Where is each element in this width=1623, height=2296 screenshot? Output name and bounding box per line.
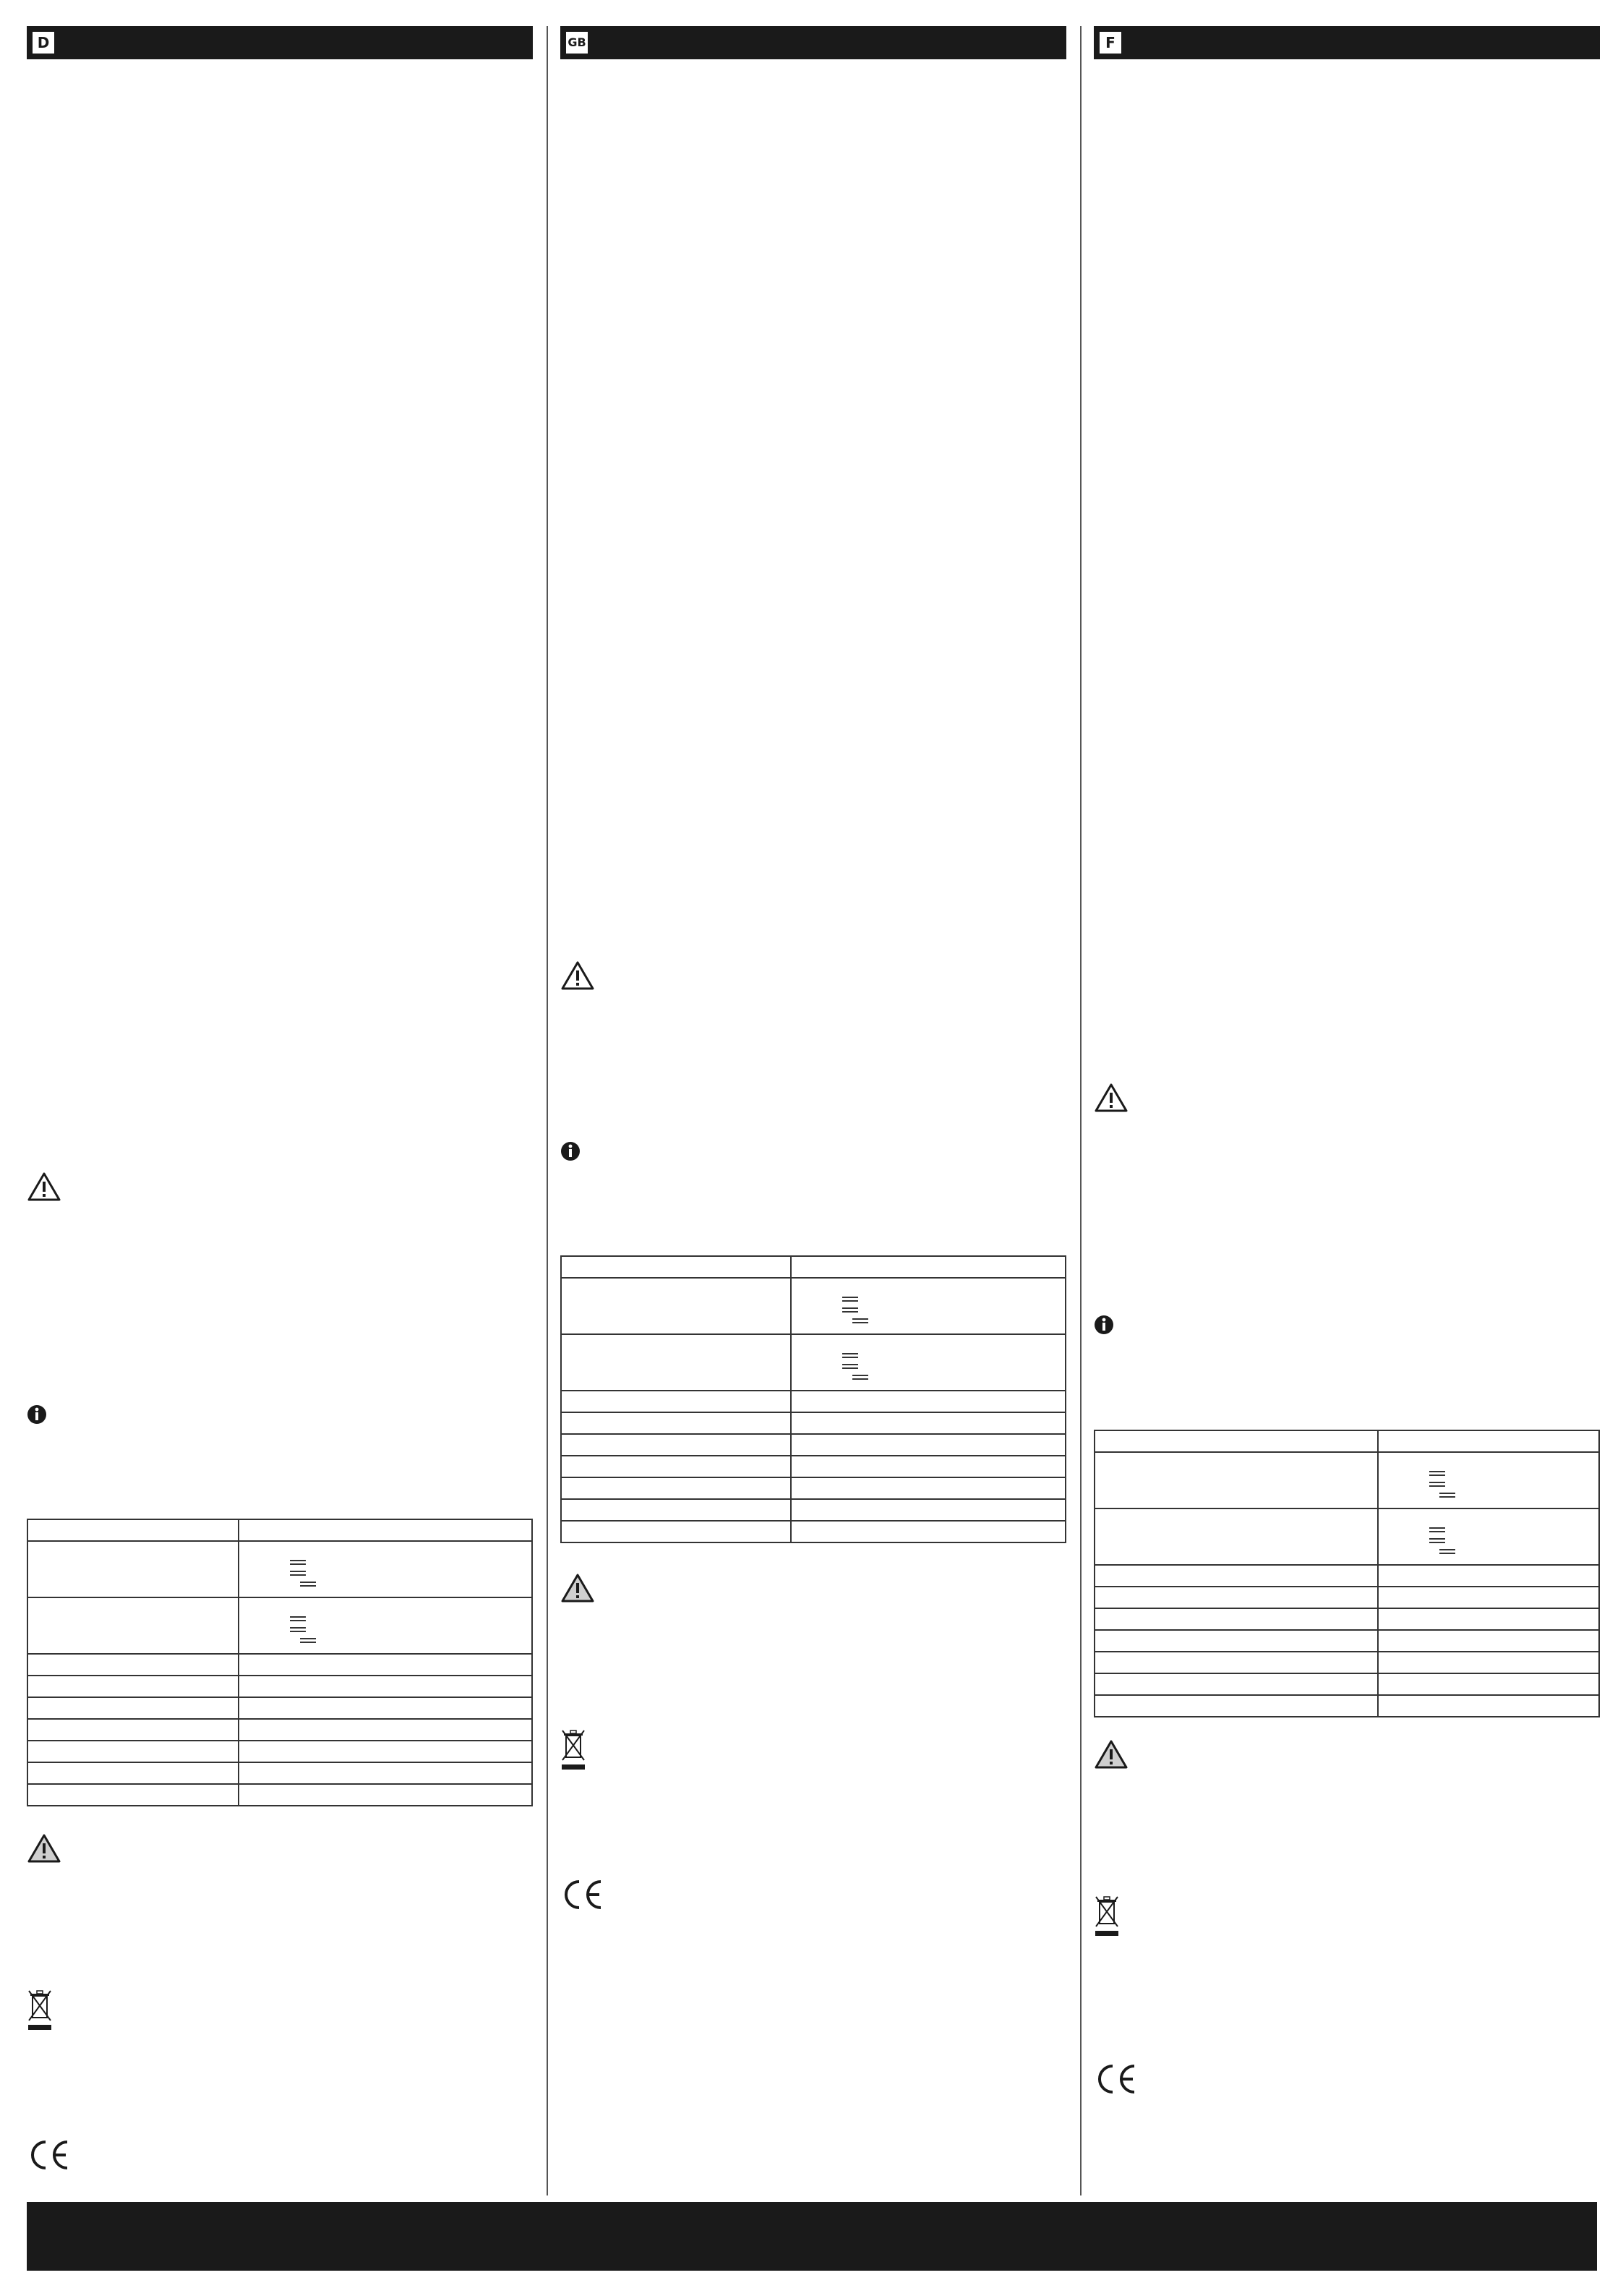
table-row bbox=[561, 1477, 1066, 1499]
column-header-bar bbox=[560, 26, 1066, 59]
warning-triangle-icon bbox=[27, 1833, 61, 1864]
table-row bbox=[1095, 1430, 1599, 1452]
dc-current-symbol-icon bbox=[842, 1364, 860, 1369]
table-row bbox=[27, 1676, 532, 1697]
column-header-bar bbox=[1094, 26, 1600, 59]
crossed-out-bin-icon bbox=[560, 1728, 586, 1770]
table-row bbox=[1095, 1630, 1599, 1652]
table-row bbox=[27, 1697, 532, 1719]
table-row bbox=[1095, 1695, 1599, 1717]
dc-current-symbol-icon bbox=[842, 1353, 860, 1358]
table-row bbox=[561, 1521, 1066, 1542]
table-row bbox=[27, 1519, 532, 1541]
table-row bbox=[27, 1741, 532, 1762]
column-f bbox=[1094, 0, 1600, 2198]
language-badge: F bbox=[1097, 30, 1123, 56]
dc-current-symbol-icon bbox=[290, 1627, 307, 1632]
table-row bbox=[561, 1499, 1066, 1521]
ce-mark-icon bbox=[27, 2139, 70, 2171]
crossed-out-bin-icon bbox=[1094, 1895, 1120, 1937]
footer-bar bbox=[27, 2202, 1597, 2271]
table-row bbox=[1095, 1565, 1599, 1587]
warning-triangle-icon bbox=[1094, 1083, 1129, 1113]
specification-table bbox=[1094, 1430, 1600, 1717]
dc-current-symbol-icon bbox=[1429, 1482, 1447, 1487]
info-circle-icon bbox=[27, 1404, 47, 1425]
dc-current-symbol-icon bbox=[300, 1638, 317, 1643]
table-row bbox=[27, 1784, 532, 1806]
dc-current-symbol-icon bbox=[1439, 1549, 1457, 1554]
language-badge: D bbox=[30, 30, 56, 56]
crossed-out-bin-icon bbox=[27, 1989, 53, 2031]
table-row bbox=[561, 1391, 1066, 1412]
dc-current-symbol-icon bbox=[1429, 1538, 1447, 1543]
dc-current-symbol-icon bbox=[290, 1571, 307, 1576]
table-row bbox=[561, 1434, 1066, 1456]
dc-current-symbol-icon bbox=[290, 1616, 307, 1621]
dc-current-symbol-icon bbox=[842, 1297, 860, 1302]
ce-mark-icon bbox=[1094, 2063, 1137, 2095]
table-row bbox=[561, 1256, 1066, 1278]
dc-current-symbol-icon bbox=[852, 1375, 870, 1380]
column-d bbox=[27, 0, 533, 2198]
table-row bbox=[27, 1654, 532, 1676]
warning-triangle-icon bbox=[560, 1573, 595, 1603]
ce-mark-icon bbox=[560, 1879, 604, 1911]
dc-current-symbol-icon bbox=[1439, 1493, 1457, 1498]
column-divider-left bbox=[547, 26, 548, 2195]
dc-current-symbol-icon bbox=[852, 1318, 870, 1323]
table-row bbox=[561, 1456, 1066, 1477]
table-row bbox=[1095, 1673, 1599, 1695]
table-row bbox=[561, 1278, 1066, 1334]
dc-current-symbol-icon bbox=[290, 1560, 307, 1565]
dc-current-symbol-icon bbox=[842, 1307, 860, 1313]
info-circle-icon bbox=[560, 1141, 581, 1161]
column-divider-right bbox=[1080, 26, 1082, 2195]
column-header-bar bbox=[27, 26, 533, 59]
warning-triangle-icon bbox=[27, 1172, 61, 1202]
table-row bbox=[561, 1334, 1066, 1391]
specification-table bbox=[560, 1255, 1066, 1543]
warning-triangle-icon bbox=[560, 960, 595, 991]
dc-current-symbol-icon bbox=[1429, 1527, 1447, 1532]
table-row bbox=[27, 1762, 532, 1784]
table-row bbox=[27, 1541, 532, 1597]
dc-current-symbol-icon bbox=[300, 1582, 317, 1587]
table-row bbox=[27, 1719, 532, 1741]
warning-triangle-icon bbox=[1094, 1739, 1129, 1770]
table-row bbox=[27, 1597, 532, 1654]
dc-current-symbol-icon bbox=[1429, 1471, 1447, 1476]
language-badge: GB bbox=[564, 30, 590, 56]
table-row bbox=[1095, 1452, 1599, 1508]
column-gb bbox=[560, 0, 1066, 2198]
table-row bbox=[1095, 1508, 1599, 1565]
info-circle-icon bbox=[1094, 1315, 1114, 1335]
table-row bbox=[1095, 1652, 1599, 1673]
table-row bbox=[561, 1412, 1066, 1434]
specification-table bbox=[27, 1519, 533, 1806]
table-row bbox=[1095, 1608, 1599, 1630]
table-row bbox=[1095, 1587, 1599, 1608]
